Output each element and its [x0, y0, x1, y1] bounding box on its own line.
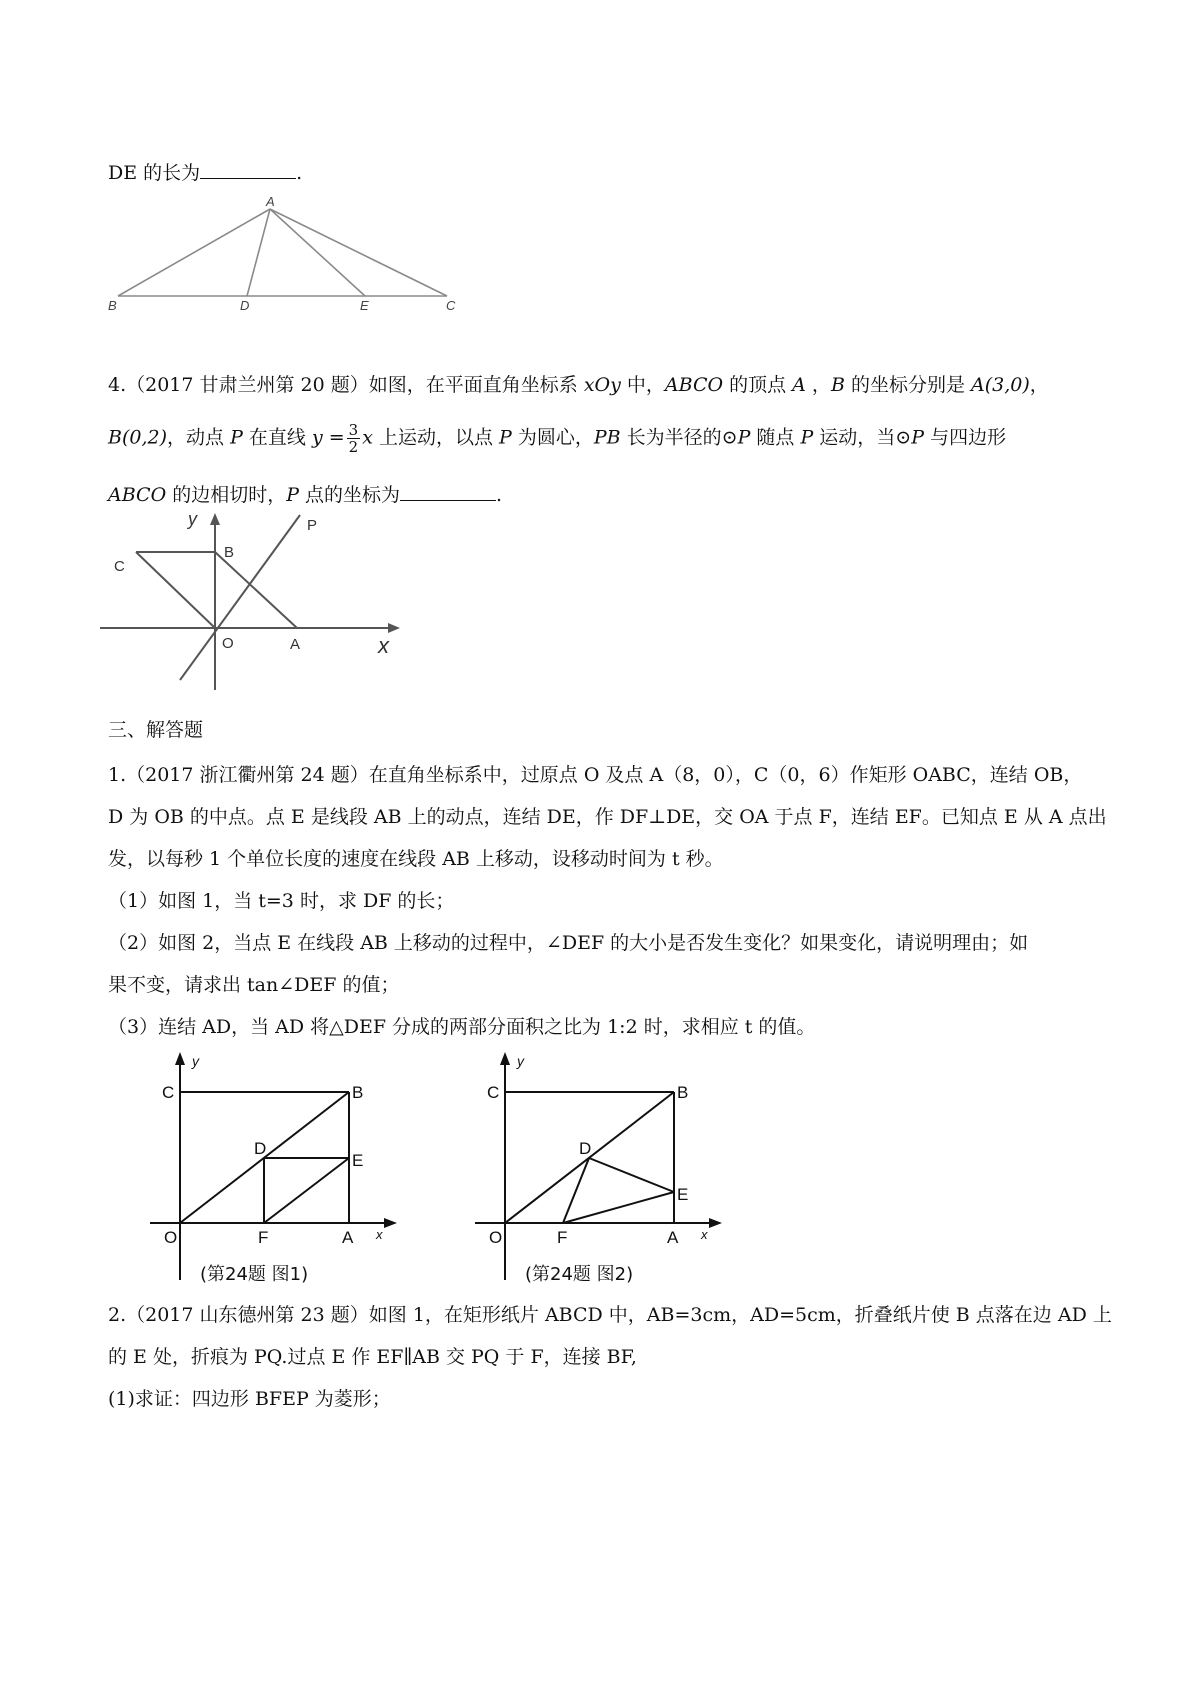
label-o: O [222, 635, 234, 652]
figure-coordinate-abco [100, 505, 440, 705]
label-f: F [258, 1228, 269, 1247]
q3-answer-line: DE 的长为 . [108, 158, 302, 185]
axis-y-label: y [188, 509, 197, 529]
label-e: E [352, 1151, 364, 1170]
q2-line2: 的 E 处，折痕为 PQ.过点 E 作 EF∥AB 交 PQ 于 F，连接 BF, [108, 1346, 637, 1368]
axis-y-label: y [192, 1053, 199, 1069]
q1-sub3: （3）连结 AD，当 AD 将△DEF 分成的两部分面积之比为 1:2 时，求相应 t 的值。 [108, 1016, 816, 1038]
q1-line1: 1.（2017 浙江衢州第 24 题）在直角坐标系中，过原点 O 及点 A（8，0），C（0，6）作矩形 OABC，连结 OB， [108, 764, 1083, 786]
figure-caption: (第24题 图2) [525, 1264, 634, 1285]
label-c: C [162, 1083, 175, 1102]
q3-text: DE 的长为 [108, 162, 201, 184]
figure-24-2 [475, 1050, 745, 1295]
label-c: C [487, 1083, 500, 1102]
figure-caption: (第24题 图1) [200, 1264, 309, 1285]
q1-sub2b: 果不变，请求出 tan∠DEF 的值； [108, 974, 400, 996]
label-d: D [579, 1139, 592, 1158]
label-d: D [254, 1139, 267, 1158]
label-b: B [108, 298, 117, 313]
label-b: B [352, 1083, 364, 1102]
axis-x-label: x [378, 633, 389, 658]
figure-24-1 [150, 1050, 420, 1295]
label-c: C [446, 298, 456, 313]
q4-line3: ABCO 的边相切时，P 点的坐标为 . [108, 480, 502, 507]
q2-line1: 2.（2017 山东德州第 23 题）如图 1，在矩形纸片 ABCD 中，AB=3cm，AD=5cm，折叠纸片使 B 点落在边 AD 上 [108, 1304, 1112, 1326]
label-a: A [266, 194, 275, 209]
label-p: P [307, 517, 318, 534]
q4-line2: B(0,2)，动点 P 在直线 y = $\frac{3}{2}$ x 上运动，以点 P 为圆心，PB 长为半径的⊙P 随点 P 运动，当⊙P 与四边形 [108, 421, 1007, 456]
q3-answer-blank[interactable] [200, 158, 296, 179]
label-c: C [114, 558, 125, 575]
label-o: O [489, 1228, 503, 1247]
label-a: A [667, 1228, 679, 1247]
label-b: B [677, 1083, 689, 1102]
q1-sub2a: （2）如图 2，当点 E 在线段 AB 上移动的过程中，∠DEF 的大小是否发生变化？如果变化，请说明理由；如 [108, 932, 1029, 954]
axis-x-label: x [701, 1227, 708, 1242]
section-heading: 三、解答题 [108, 719, 204, 741]
q1-line3: 发，以每秒 1 个单位长度的速度在线段 AB 上移动，设移动时间为 t 秒。 [108, 848, 724, 870]
label-b: B [224, 544, 235, 561]
q4-answer-blank[interactable] [400, 480, 496, 501]
label-f: F [557, 1228, 568, 1247]
label-e: E [360, 298, 369, 313]
axis-y-label: y [517, 1053, 524, 1069]
q1-line2: D 为 OB 的中点。点 E 是线段 AB 上的动点，连结 DE，作 DF⊥DE，交 OA 于点 F，连结 EF。已知点 E 从 A 点出 [108, 806, 1107, 828]
label-e: E [677, 1185, 689, 1204]
figure-triangle-abc [108, 194, 490, 335]
label-d: D [240, 298, 250, 313]
label-o: O [164, 1228, 178, 1247]
q1-sub1: （1）如图 1，当 t=3 时，求 DF 的长； [108, 890, 455, 912]
axis-x-label: x [376, 1227, 383, 1242]
q4-line1: 4.（2017 甘肃兰州第 20 题）如图，在平面直角坐标系 xOy 中，ABCO 的顶点 A ，B 的坐标分别是 A(3,0)， [108, 374, 1049, 396]
q2-sub1: (1)求证：四边形 BFEP 为菱形； [108, 1388, 391, 1410]
fraction-3-over-2: $\frac{3}{2}$ [348, 421, 359, 456]
label-a: A [290, 636, 301, 653]
label-a: A [342, 1228, 354, 1247]
